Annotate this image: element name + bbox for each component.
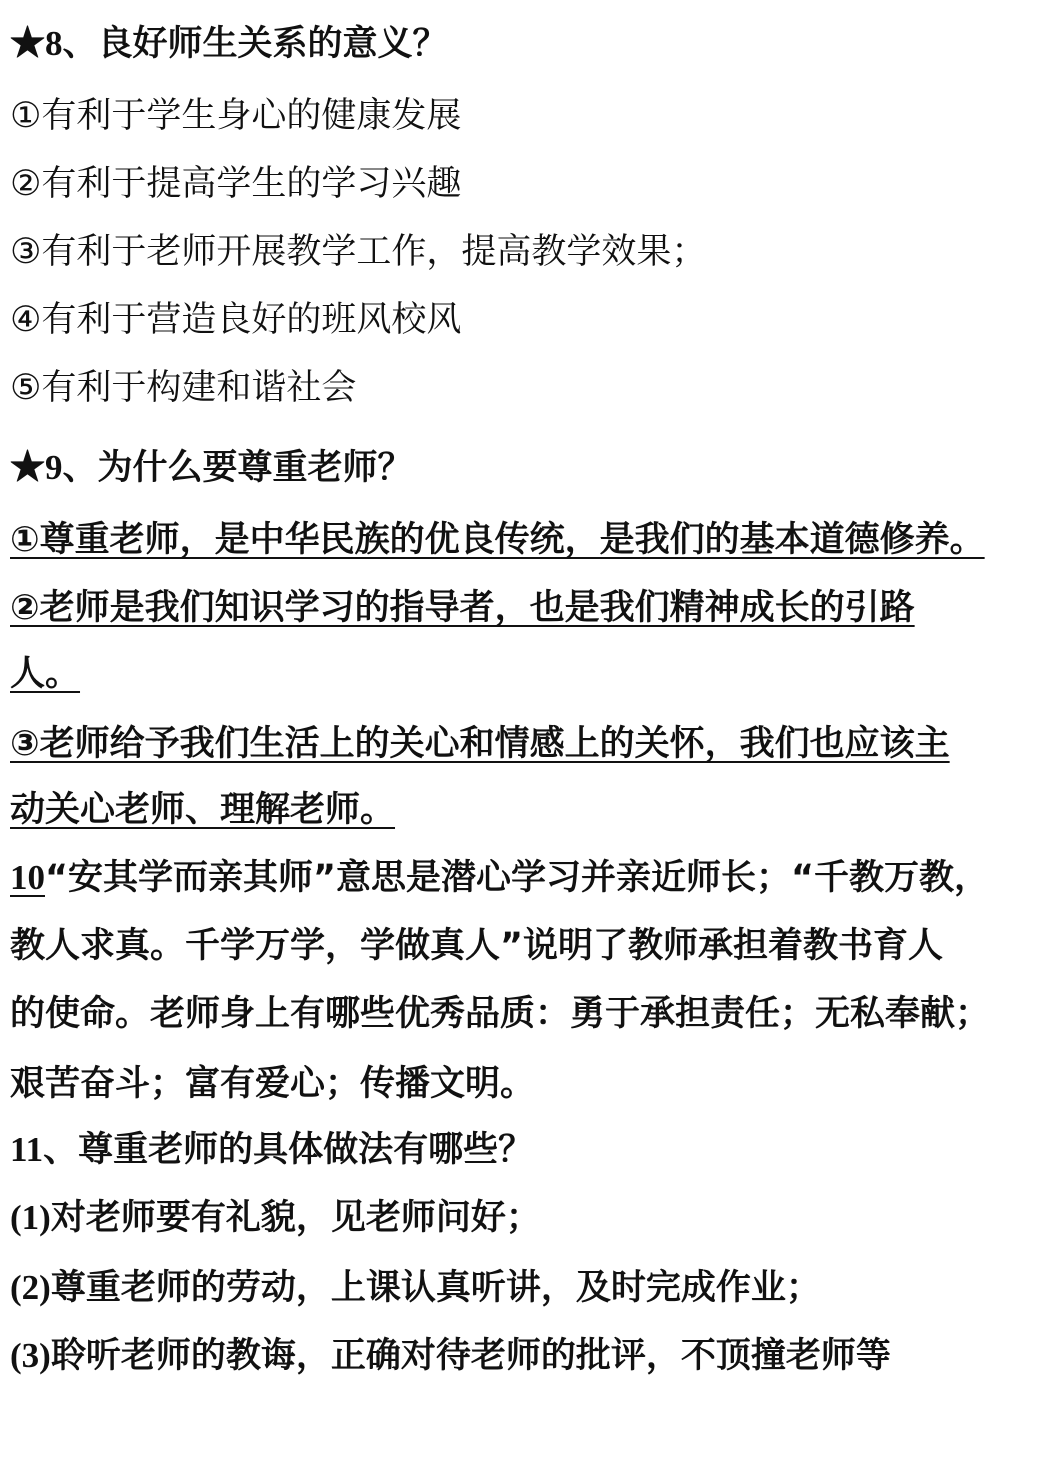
section-9-reason-3-cont: 动关心老师、理解老师。 <box>10 790 396 830</box>
section-9-reason-2: ②老师是我们知识学习的指导者，也是我们精神成长的引路 <box>10 588 915 628</box>
section-8-item-3: ③有利于老师开展教学工作，提高教学效果； <box>10 232 707 272</box>
section-8-item-2: ②有利于提高学生的学习兴趣 <box>10 164 462 204</box>
section-8-heading: ★8、良好师生关系的意义？ <box>10 24 448 63</box>
section-8-item-5: ⑤有利于构建和谐社会 <box>10 368 357 408</box>
section-10-line-4: 艰苦奋斗；富有爱心；传播文明。 <box>10 1064 536 1104</box>
section-9-reason-3: ③老师给予我们生活上的关心和情感上的关怀，我们也应该主 <box>10 724 950 764</box>
section-11-item-1 <box>10 1196 541 1240</box>
section-11-heading: 11、尊重老师的具体做法有哪些？ <box>10 1130 534 1169</box>
item-marker: (3) <box>10 1336 51 1375</box>
item-text: 聆听老师的教诲，正确对待老师的批评，不顶撞老师等 <box>50 1336 891 1376</box>
section-10-line-3: 的使命。老师身上有哪些优秀品质：勇于承担责任；无私奉献； <box>10 994 991 1034</box>
section-9-reason-1: ①尊重老师，是中华民族的优良传统，是我们的基本道德修养。 <box>10 520 985 560</box>
item-marker: (2) <box>10 1268 51 1307</box>
item-text: 对老师要有礼貌，见老师问好； <box>50 1198 541 1238</box>
item-text: 尊重老师的劳动，上课认真听讲，及时完成作业； <box>50 1268 821 1308</box>
section-8-item-4: ④有利于营造良好的班风校风 <box>10 300 462 340</box>
section-8-item-1: ①有利于学生身心的健康发展 <box>10 96 462 136</box>
item-marker: (1) <box>10 1198 51 1237</box>
section-10-line-1 <box>10 856 989 900</box>
section-11-item-2 <box>10 1266 821 1310</box>
section-11-item-3 <box>10 1334 891 1378</box>
section-9-heading: ★9、为什么要尊重老师？ <box>10 448 413 487</box>
section-10-number: 10 <box>10 858 45 897</box>
section-10-line-2: 教人求真。千学万学，学做真人”说明了教师承担着教书育人 <box>10 926 944 966</box>
section-9-reason-2-cont: 人。 <box>10 654 81 694</box>
section-10-text-1: “安其学而亲其师”意思是潜心学习并亲近师长；“千教万教， <box>45 858 990 898</box>
